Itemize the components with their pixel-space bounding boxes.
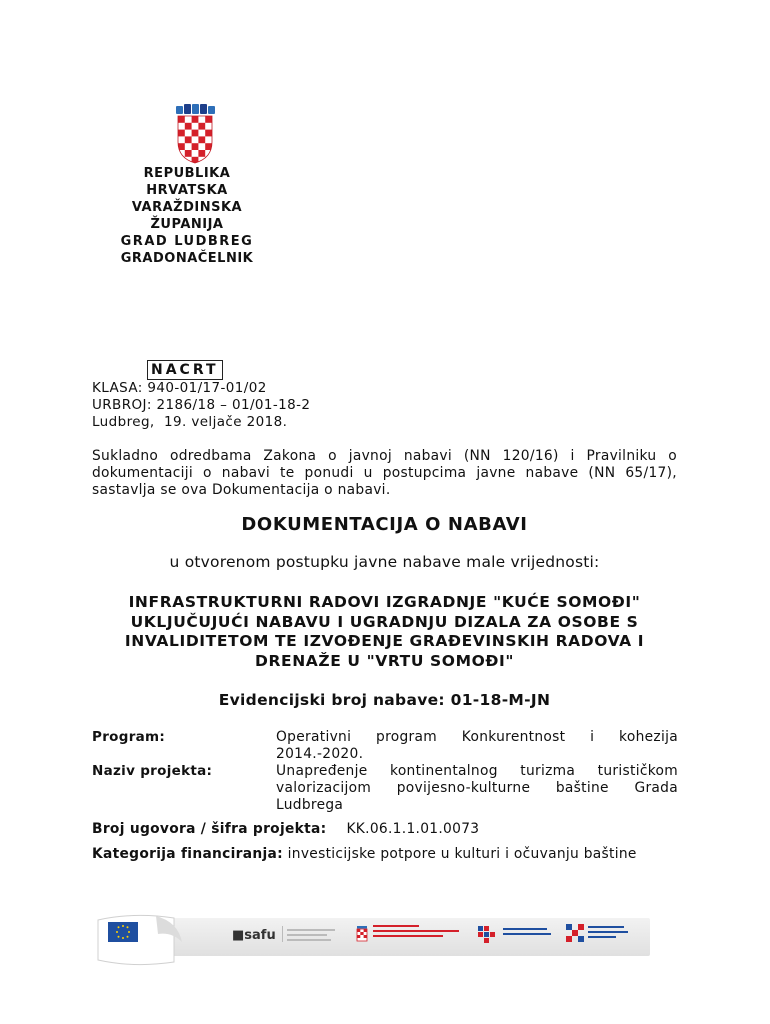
- esi-funds-logo-icon: [476, 924, 502, 944]
- program-label: Program:: [92, 729, 166, 745]
- safu-caption-decoration: [282, 926, 343, 942]
- opkk-caption-decoration: [588, 926, 638, 938]
- header-line: HRVATSKA: [146, 183, 228, 198]
- draft-stamp: NACRT: [147, 360, 223, 380]
- klasa: KLASA: 940-01/17-01/02: [92, 380, 267, 396]
- croatian-coat-of-arms-icon: [172, 104, 218, 164]
- urbroj: URBROJ: 2186/18 – 01/01-18-2: [92, 397, 311, 413]
- eu-flag-icon: [108, 922, 138, 942]
- safu-logo-icon: ■safu: [232, 928, 276, 943]
- header-line: GRAD LUDBREG: [120, 234, 254, 249]
- financing-category-label: Kategorija financiranja:: [92, 846, 283, 862]
- esi-caption-decoration: [503, 928, 553, 935]
- opkk-logo-icon: [566, 924, 584, 942]
- safu-text: safu: [244, 928, 276, 943]
- financing-category-row: [92, 846, 677, 863]
- document-title: DOKUMENTACIJA O NABAVI: [241, 514, 528, 535]
- document-date: Ludbreg, 19. veljače 2018.: [92, 414, 288, 430]
- project-name-label: Naziv projekta:: [92, 763, 213, 779]
- institution-header: [92, 165, 282, 267]
- contract-number-row: [92, 821, 479, 837]
- croatian-ministry-logo-icon: [356, 926, 368, 942]
- header-line: ŽUPANIJA: [150, 217, 224, 232]
- program-value: Operativni program Konkurentnost i kohezija 2014.-2020.: [276, 729, 678, 762]
- project-title: INFRASTRUKTURNI RADOVI IZGRADNJE "KUĆE SOMOĐI" UKLJUČUJUĆI NABAVU I UGRADNJU DIZALA ZA OSOBE S INVALIDITETOM TE IZVOĐENJE GRAĐEVINSKIH RADOVA I DRENAŽE U "VRTU SOMOĐI": [124, 593, 645, 670]
- contract-number-value: KK.06.1.1.01.0073: [346, 821, 480, 837]
- header-line: VARAŽDINSKA: [131, 200, 243, 215]
- contract-number-label: Broj ugovora / šifra projekta:: [92, 821, 327, 837]
- procurement-number: Evidencijski broj nabave: 01-18-M-JN: [218, 691, 551, 709]
- document-meta: [92, 380, 310, 431]
- ministry-caption-decoration: [373, 925, 463, 937]
- financing-category-value: investicijske potpore u kulturi i očuvanju baštine: [282, 846, 637, 862]
- project-name-value: Unapređenje kontinentalnog turizma turističkom valorizacijom povijesno-kulturne baštine Grada Ludbrega: [276, 763, 678, 813]
- intro-paragraph: Sukladno odredbama Zakona o javnoj nabavi (NN 120/16) i Pravilniku o dokumentaciji o nabavi te ponudi u postupcima javne nabave (NN 65/17), sastavlja se ova Dokumentacija o nabavi.: [92, 448, 677, 498]
- header-line: GRADONAČELNIK: [120, 251, 254, 266]
- document-subtitle: u otvorenom postupku javne nabave male vrijednosti:: [169, 553, 600, 571]
- header-line: REPUBLIKA: [143, 166, 231, 181]
